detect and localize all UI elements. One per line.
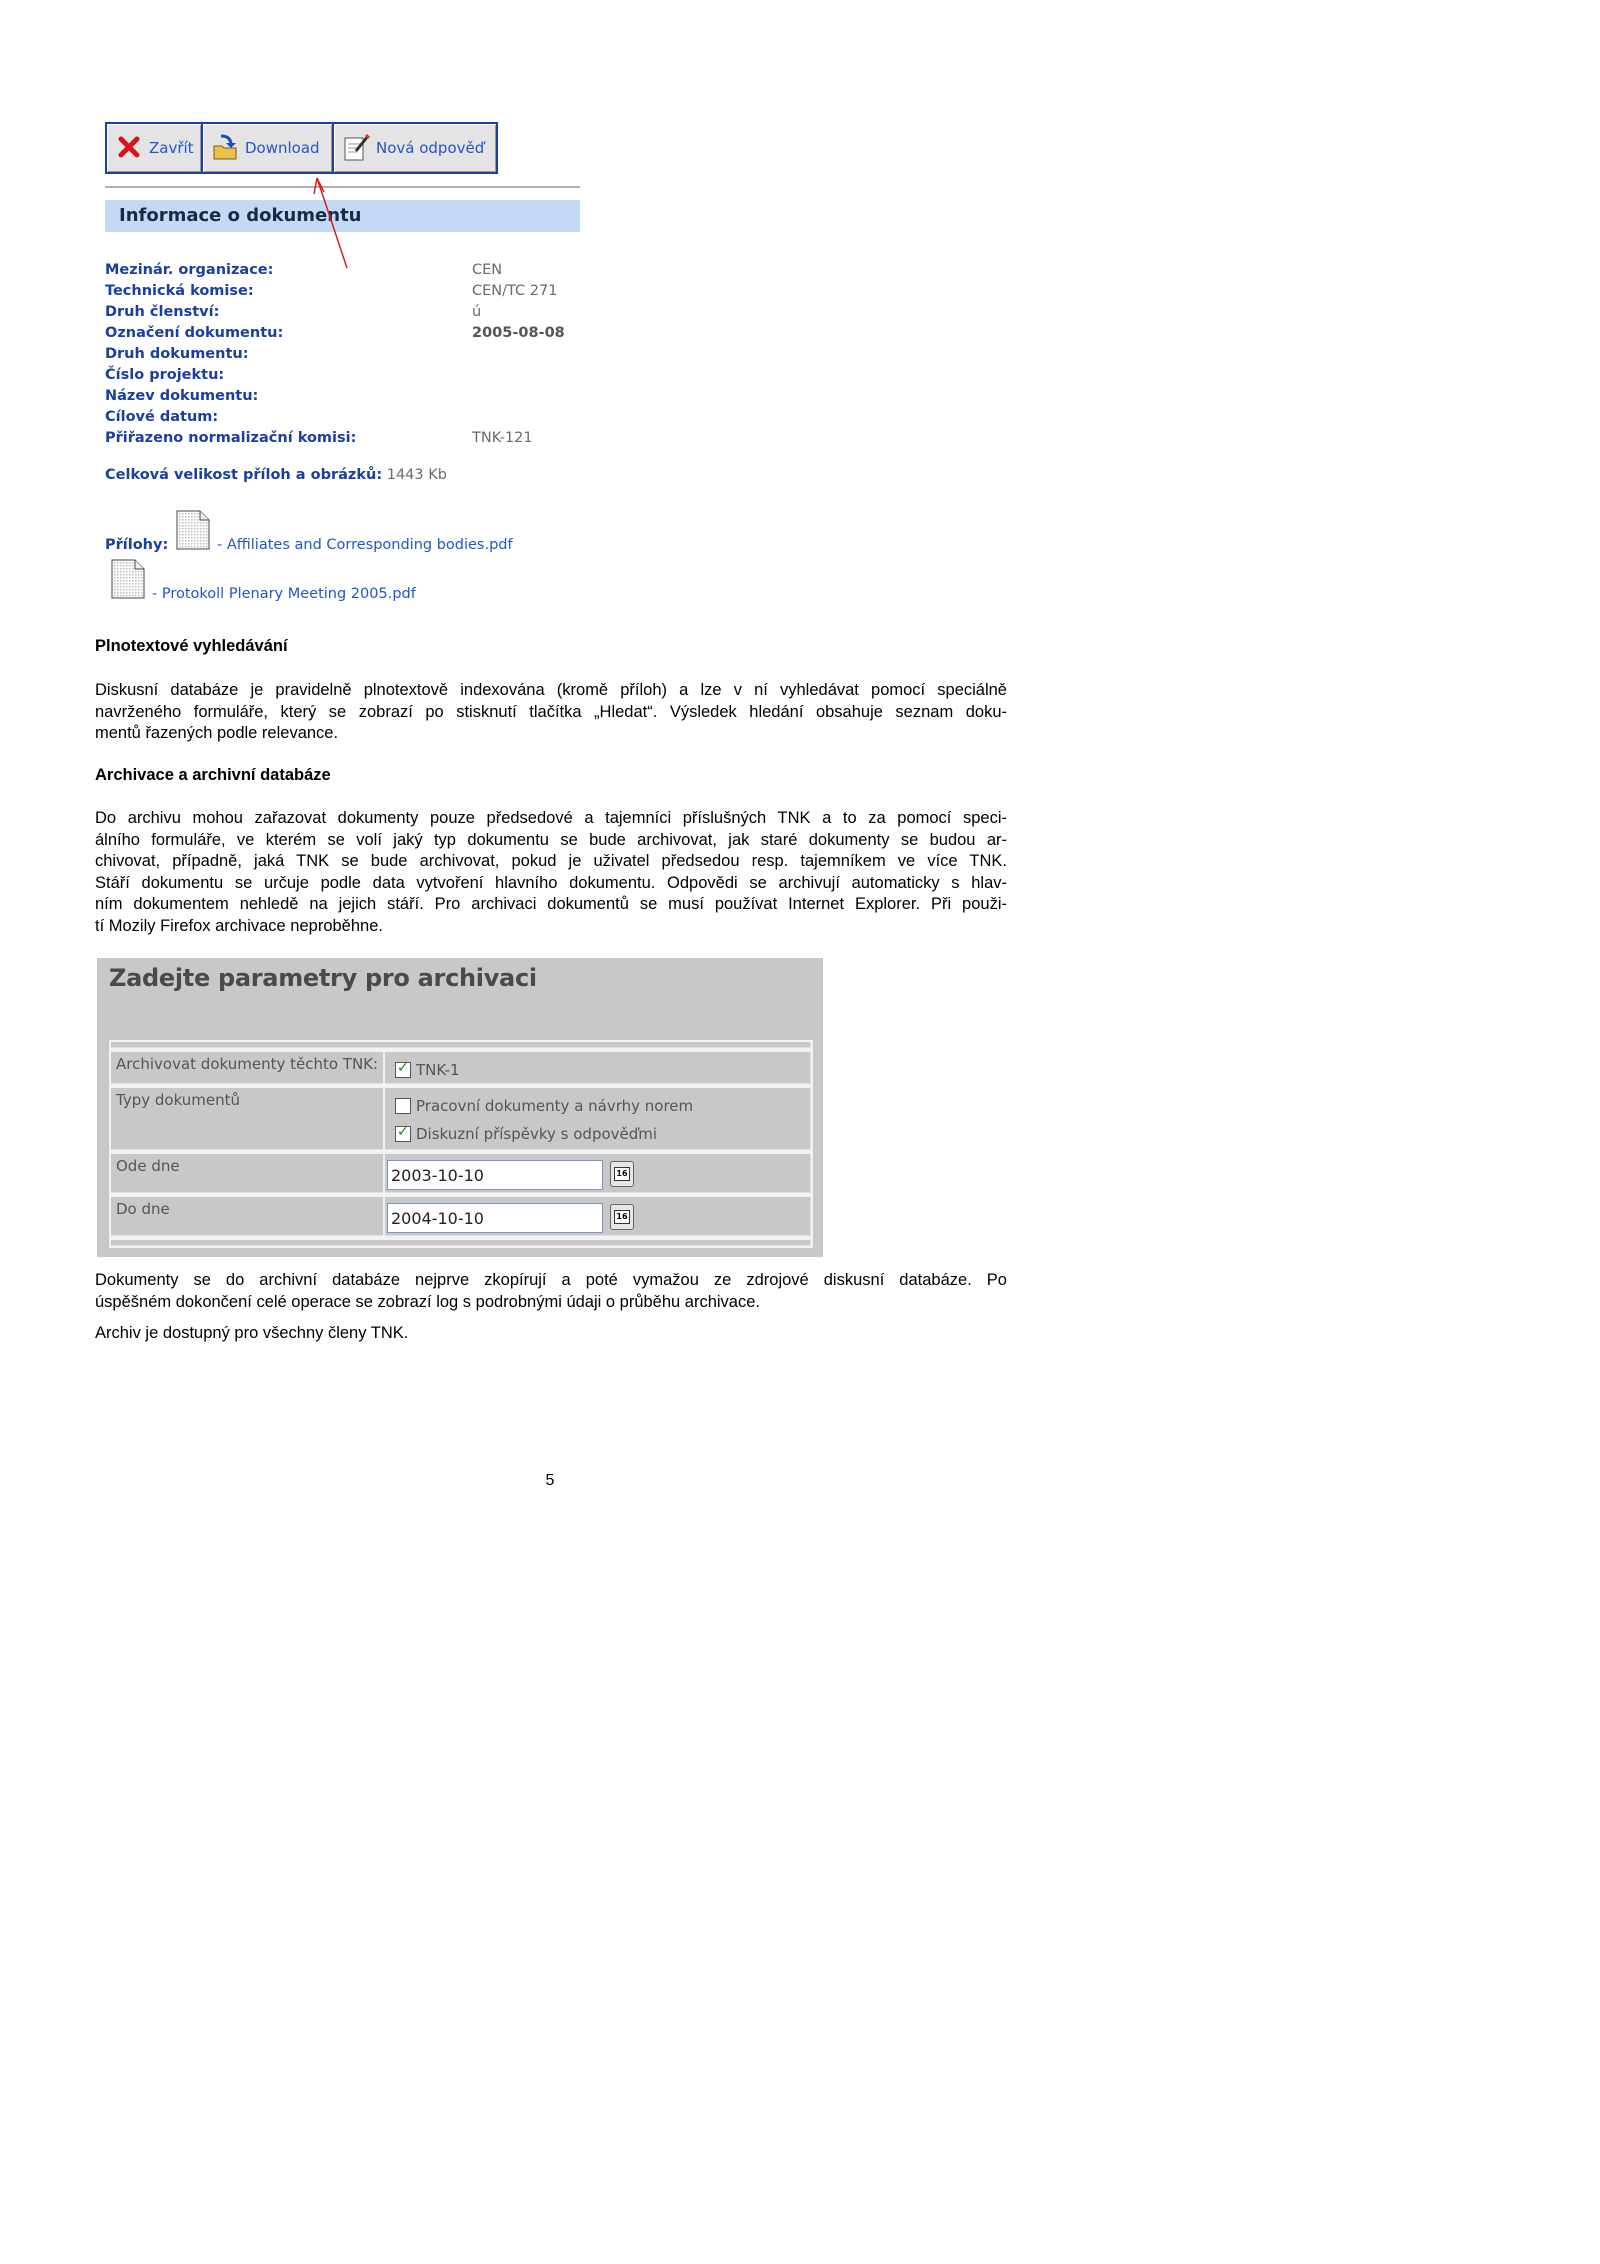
field-row xyxy=(105,385,565,406)
field-row xyxy=(105,259,565,280)
column-divider xyxy=(383,1197,385,1236)
field-row xyxy=(105,343,565,364)
archive-form xyxy=(97,958,823,1257)
type-discussion-label: Diskuzní příspěvky s odpověďmi xyxy=(416,1125,658,1143)
text-line: navrženého formuláře, který se zobrazí po stisknutí tlačítka „Hledat“. Výsledek hledání obsahuje seznam doku- xyxy=(95,702,1007,721)
text-line: ním dokumentem nehledě na jejich stáří. Pro archivaci dokumentů se musí používat Internet Explorer. Při použi- xyxy=(95,895,1007,913)
text-line: tí Mozily Firefox archivace neproběhne. xyxy=(95,916,383,935)
types-label: Typy dokumentů xyxy=(116,1091,241,1109)
field-value: CEN/TC 271 xyxy=(472,282,558,299)
text-line: Do archivu mohou zařazovat dokumenty pouze předsedové a tajemníci příslušných TNK a to za pomocí speci- xyxy=(95,809,1007,827)
field-label: Název dokumentu: xyxy=(105,387,259,404)
new-document-icon xyxy=(342,133,372,163)
to-date-input[interactable]: 2004-10-10 xyxy=(387,1203,603,1233)
new-reply-button-label: Nová odpověď xyxy=(376,139,485,157)
annotation-arrow xyxy=(300,172,360,272)
close-button-label: Zavřít xyxy=(149,139,194,157)
document-toolbar xyxy=(105,122,496,174)
field-label: Cílové datum: xyxy=(105,408,219,425)
grid-spacer-row xyxy=(109,1238,813,1248)
text-line: úspěšném dokončení celé operace se zobrazí log s podrobnými údaji o průběhu archivace. xyxy=(95,1292,760,1311)
new-reply-button[interactable] xyxy=(332,122,498,174)
heading-fulltext-search: Plnotextové vyhledávání xyxy=(95,637,288,655)
from-date-row xyxy=(109,1152,813,1195)
file-icon xyxy=(176,510,210,550)
total-size-value: 1443 Kb xyxy=(386,467,447,483)
calendar-icon: 16 xyxy=(614,1210,630,1224)
field-label: Technická komise: xyxy=(105,282,254,299)
tnk-checkbox[interactable] xyxy=(395,1062,411,1078)
document-fields xyxy=(105,259,565,448)
field-value: TNK-121 xyxy=(472,429,533,446)
column-divider xyxy=(383,1052,385,1084)
close-icon xyxy=(115,133,145,163)
field-row xyxy=(105,427,565,448)
attachments-total-size xyxy=(105,467,447,483)
column-divider xyxy=(383,1088,385,1150)
field-label: Označení dokumentu: xyxy=(105,324,284,341)
text-line: chivovat, případně, jaká TNK se bude archivovat, pokud je uživatel předsedou resp. tajemníkem ve více TNK. xyxy=(95,852,1007,870)
field-value: ú xyxy=(472,303,482,320)
text-line: Diskusní databáze je pravidelně plnotextově indexována (kromě příloh) a lze v ní vyhledávat pomocí speciálně xyxy=(95,681,1007,699)
heading-archive: Archivace a archivní databáze xyxy=(95,766,331,784)
calendar-button[interactable] xyxy=(610,1161,634,1187)
to-date-label: Do dne xyxy=(116,1200,170,1218)
close-button[interactable] xyxy=(105,122,203,174)
field-label: Mezinár. organizace: xyxy=(105,261,274,278)
tnk-option-label: TNK-1 xyxy=(416,1061,460,1079)
paragraph-fulltext xyxy=(95,680,1007,745)
field-row xyxy=(105,406,565,427)
field-row xyxy=(105,322,565,343)
field-label: Druh členství: xyxy=(105,303,220,320)
calendar-button[interactable] xyxy=(610,1204,634,1230)
tnk-label: Archivovat dokumenty těchto TNK: xyxy=(116,1055,379,1073)
column-divider xyxy=(383,1154,385,1193)
tnk-row xyxy=(109,1050,813,1086)
types-row xyxy=(109,1086,813,1152)
field-label: Druh dokumentu: xyxy=(105,345,249,362)
attachments-label: Přílohy: xyxy=(105,537,169,553)
field-row xyxy=(105,280,565,301)
text-line: Stáří dokumentu se určuje podle data vytvoření hlavního dokumentu. Odpovědi se archivují automaticky s hlav- xyxy=(95,873,1007,892)
download-button-label: Download xyxy=(245,139,320,157)
to-date-row xyxy=(109,1195,813,1238)
text-line: álního formuláře, ve kterém se volí jaký typ dokumentu se bude archivovat, jak staré dokumenty se budou ar- xyxy=(95,830,1007,849)
type-working-docs-checkbox[interactable] xyxy=(395,1098,411,1114)
paragraph-archive-process xyxy=(95,1270,1007,1313)
paragraph-archive xyxy=(95,808,1007,937)
text-line: Dokumenty se do archivní databáze nejprve zkopírují a poté vymažou ze zdrojové diskusní databáze. Po xyxy=(95,1271,1007,1289)
file-icon xyxy=(111,559,145,599)
page-number: 5 xyxy=(545,1472,555,1489)
field-row xyxy=(105,364,565,385)
from-date-label: Ode dne xyxy=(116,1157,180,1175)
field-label: Přiřazeno normalizační komisi: xyxy=(105,429,357,446)
field-value: 2005-08-08 xyxy=(472,324,565,341)
paragraph-archive-access: Archiv je dostupný pro všechny členy TNK. xyxy=(95,1324,409,1342)
attachment-link[interactable]: - Affiliates and Corresponding bodies.pdf xyxy=(217,537,513,553)
field-label: Číslo projektu: xyxy=(105,366,225,383)
download-button[interactable] xyxy=(201,122,334,174)
calendar-icon: 16 xyxy=(614,1167,630,1181)
field-value: CEN xyxy=(472,261,503,278)
type-discussion-checkbox[interactable] xyxy=(395,1126,411,1142)
archive-form-title: Zadejte parametry pro archivaci xyxy=(109,964,537,992)
download-icon xyxy=(211,133,241,163)
from-date-input[interactable]: 2003-10-10 xyxy=(387,1160,603,1190)
type-working-docs-label: Pracovní dokumenty a návrhy norem xyxy=(416,1097,694,1115)
grid-spacer-row xyxy=(109,1040,813,1050)
total-size-label: Celková velikost příloh a obrázků: xyxy=(105,467,383,483)
document-info-header: Informace o dokumentu xyxy=(105,200,580,232)
field-row xyxy=(105,301,565,322)
text-line: mentů řazených podle relevance. xyxy=(95,724,339,742)
attachment-link[interactable]: - Protokoll Plenary Meeting 2005.pdf xyxy=(152,586,416,602)
